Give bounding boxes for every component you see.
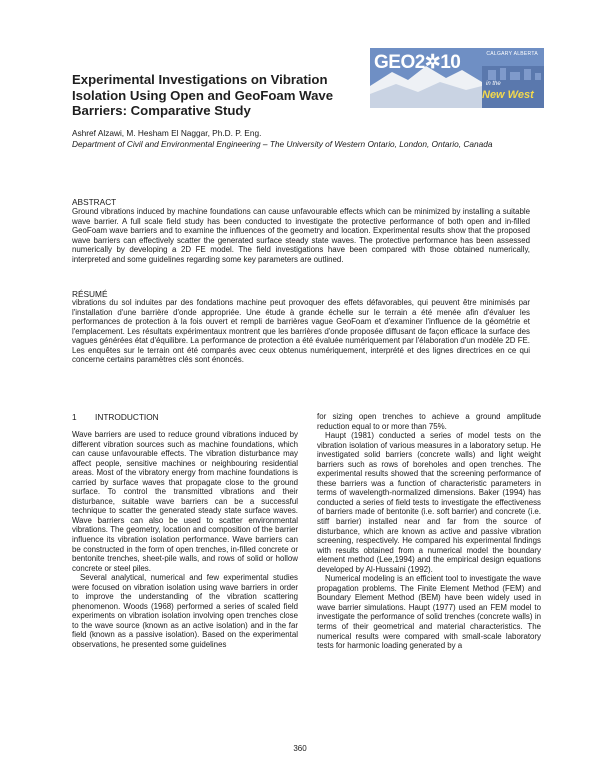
paper-title: Experimental Investigations on Vibration Isolation Using Open and GeoFoam Wave Barriers: Comparative Study — [72, 72, 334, 118]
logo-text: GEO2✲10 — [374, 52, 461, 73]
body-column-left — [72, 430, 298, 650]
resume-heading: RÉSUMÉ — [72, 289, 108, 299]
authors: Ashref Alzawi, M. Hesham El Naggar, Ph.D. P. Eng. — [72, 128, 262, 138]
abstract-text: Ground vibrations induced by machine foundations can cause unfavourable effects which can be minimized by installing a suitable wave barrier. A full scale field study has been conducted to investigate the protective performance of both open and in-filled GeoFoam wave barriers and to examine the influences of the geometry and location. Experimental results show that the proposed wave barriers can effectively scatter the generated surface steady state waves. The protective performance has been assessed numerically by developing a 2D FE model. The field investigations have been compared with those obtained numerically, interpreted and some guidelines regarding some key parameters are outlined. — [72, 207, 530, 264]
logo-new-west: New West — [482, 89, 534, 101]
paragraph: Numerical modeling is an efficient tool to investigate the wave propagation problems. The Finite Element Method (FEM) and Boundary Element Method (BEM) have been widely used in wave barrier simulations. Haupt (1977) used an FEM model to investigate the performance of solid trenches (concrete walls) in terms of their geometrical and material characteristics. The numerical results were compared with small-scale laboratory tests for harmonic loading generated by a — [317, 574, 541, 651]
paragraph: for sizing open trenches to achieve a ground amplitude reduction equal to or more than 75%. — [317, 412, 541, 431]
paragraph: Wave barriers are used to reduce ground vibrations induced by different vibration sources such as machine foundations, which can cause unfavourable effects. The vibration disturbance may affect people, sensitive machines or neighbouring residential areas. Most of the vibratory energy from machine foundations is carried by surface waves that propagate close to the ground surface. To control the transmitted vibrations and their disturbance, suitable wave barriers can be a successful technique to scatter the generated steady state surface waves. Wave barriers can also be used to scatter environmental vibrations. The geometry, location and composition of the barrier influence its vibration isolation performance. Wave barriers can be constructed in the form of open trenches, in-filled concrete or bentonite trenches, sheet-pile walls, and rows of solid or hollow concrete or steel piles. — [72, 430, 298, 573]
introduction-heading: 1 INTRODUCTION — [72, 412, 159, 422]
paragraph: Several analytical, numerical and few experimental studies were focused on vibration isolation using wave barriers in order to improve the understanding of the vibration scattering phenomenon. Woods (1968) performed a series of scaled field experiments on vibration isolation involving open trenches close to the wave source (known as an active isolation) and in the far field (known as a passive isolation). Based on the experimental observations, he presented some guidelines — [72, 573, 298, 650]
body-column-right — [317, 412, 541, 651]
logo-in-the: in the — [486, 81, 501, 87]
page-number: 360 — [293, 744, 307, 753]
logo-location: CALGARY ALBERTA — [486, 51, 538, 57]
abstract-heading: ABSTRACT — [72, 197, 117, 207]
affiliation: Department of Civil and Environmental Engineering – The University of Western Ontario, London, Ontario, Canada — [72, 139, 493, 149]
paragraph: Haupt (1981) conducted a series of model tests on the vibration isolation of various measures in a laboratory setup. He investigated solid barriers (concrete walls) and light weight barriers such as rows of boreholes and open trenches. The experimental results showed that the screening performance of these barriers was a function of characteristic parameters in terms of wavelength-normalized dimensions. Baker (1994) has conducted a series of field tests to investigate the effectiveness of barriers made of bentonite (i.e. soft barrier) and concrete (i.e. stiff barrier) installed near and far from the source of disturbance, which are known as active and passive vibration screening, respectively. He compared his experimental findings with results obtained from a numerical model the boundary element method (Lee,1994) and the empirical design equations developed by Al-Hussaini (1992). — [317, 431, 541, 574]
geo2010-logo — [370, 48, 544, 108]
resume-text: vibrations du sol induites par des fondations machine peut provoquer des effets défavorables, qui peuvent être minimisés par l'installation d'une barrière d'onde appropriée. Une étude à grande échelle sur le terrain a été menée afin d'évaluer les performances de protection à la fois ouvert et rempli de barrières vague GeoFoam et d'examiner l'influence de la géométrie et l'emplacement. Les résultats expérimentaux montrent que les barrières d'onde proposée diffusant de façon efficace la surface des vagues générées état d'équilibre. La performance de protection a été évaluée numériquement par l'élaboration d'un modèle 2D FE. Les enquêtes sur le terrain ont été comparés avec ceux obtenus numériquement, interprété et des lignes directrices en ce qui concerne certains paramètres clés sont énoncés. — [72, 298, 530, 365]
